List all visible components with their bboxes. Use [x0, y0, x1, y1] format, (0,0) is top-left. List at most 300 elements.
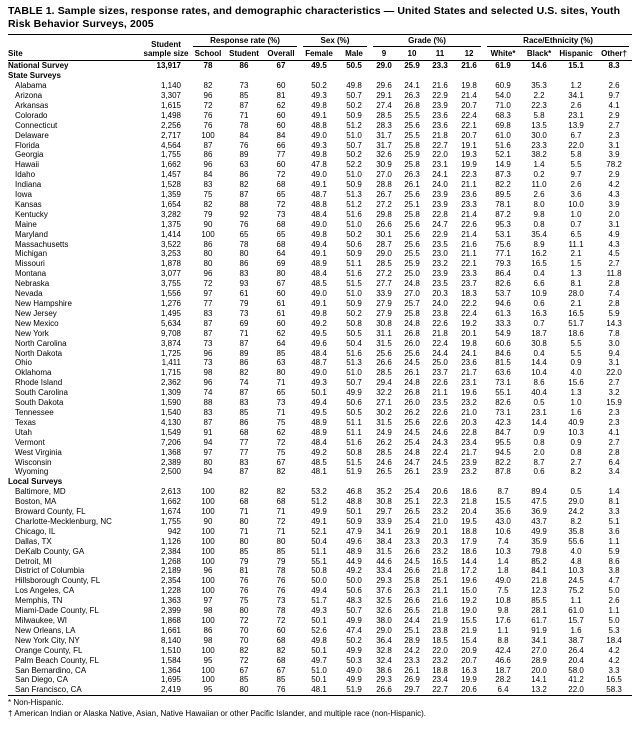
value-cell: 5,634	[160, 318, 181, 328]
value-cell: 23.2	[432, 655, 448, 665]
value-cell: 21.1	[461, 249, 477, 259]
site-cell: Palm Beach County, FL	[15, 655, 99, 665]
value-cell: 50.1	[311, 645, 327, 655]
value-cell: 82	[203, 81, 213, 91]
value-cell: 80	[276, 269, 286, 279]
value-cell: 26.2	[404, 407, 420, 417]
value-cell: 25.9	[404, 259, 420, 269]
value-cell: 35.4	[531, 229, 547, 239]
other-column-header: Other†	[596, 47, 632, 61]
value-cell: 22.6	[432, 407, 448, 417]
value-cell: 51.2	[346, 199, 362, 209]
value-cell: 82.6	[495, 398, 511, 408]
value-cell: 87	[203, 318, 213, 328]
value-cell: 27.0	[404, 289, 420, 299]
value-cell: 96	[203, 348, 213, 358]
value-cell: 24.4	[432, 348, 448, 358]
value-cell: 76	[239, 219, 249, 229]
value-cell: 20.0	[531, 665, 547, 675]
value-cell: 14.9	[495, 160, 511, 170]
value-cell: 14.4	[531, 417, 547, 427]
value-cell: 1,878	[160, 259, 181, 269]
value-cell: 30.8	[376, 497, 392, 507]
value-cell: 25.8	[404, 140, 420, 150]
value-cell: 49.5	[311, 407, 327, 417]
value-cell: 26.6	[370, 685, 398, 695]
value-cell: 51.1	[346, 417, 362, 427]
value-cell: 76	[239, 576, 249, 586]
value-cell: 21.4	[461, 90, 477, 100]
value-cell: 50.9	[346, 249, 362, 259]
value-cell: 94	[203, 467, 213, 477]
site-cell: Wyoming	[15, 467, 49, 477]
value-cell: 23.3	[404, 655, 420, 665]
value-cell: 19.8	[461, 338, 477, 348]
value-cell: 35.6	[495, 507, 511, 517]
value-cell: 30.0	[531, 130, 547, 140]
value-cell: 61.0	[495, 130, 511, 140]
site-cell: Arkansas	[15, 100, 49, 110]
value-cell: 46.8	[346, 487, 362, 497]
value-cell: 18.7	[531, 328, 547, 338]
value-cell: 49.1	[311, 516, 327, 526]
value-cell: 24.5	[432, 457, 448, 467]
value-cell: 84	[239, 130, 249, 140]
value-cell: 23.9	[432, 467, 448, 477]
value-cell: 1,654	[160, 199, 181, 209]
value-cell: 42.3	[495, 417, 511, 427]
value-cell: 21.7	[461, 447, 477, 457]
value-cell: 19.9	[461, 675, 477, 685]
value-cell: 49.3	[311, 606, 327, 616]
value-cell: 6.4	[484, 685, 522, 695]
value-cell: 15.1	[568, 61, 584, 71]
value-cell: 67	[276, 279, 286, 289]
value-cell: 8.0	[533, 199, 545, 209]
value-cell: 52.1	[495, 150, 511, 160]
value-cell: 71	[276, 526, 286, 536]
value-cell: 85	[276, 348, 286, 358]
value-cell: 48.7	[311, 358, 327, 368]
table-row	[8, 517, 632, 527]
value-cell: 75.2	[568, 586, 584, 596]
value-cell: 72	[239, 616, 249, 625]
site-cell: Utah	[15, 427, 32, 437]
value-cell: 2,399	[160, 606, 181, 616]
value-cell: 26.6	[404, 566, 420, 576]
value-cell: 68	[276, 635, 286, 645]
value-cell: 1.1	[608, 606, 620, 616]
value-cell: 1,228	[160, 586, 181, 596]
value-cell: 49.0	[311, 130, 327, 140]
value-cell: 23.6	[432, 120, 448, 130]
value-cell: 2.7	[608, 378, 620, 388]
value-cell: 87	[203, 140, 213, 150]
value-cell: 75	[276, 417, 286, 427]
site-cell: Vermont	[15, 437, 45, 447]
value-cell: 9.7	[608, 90, 620, 100]
table-row	[8, 557, 632, 567]
value-cell: 0.7	[533, 318, 545, 328]
value-cell: 69.8	[495, 120, 511, 130]
value-cell: 3.1	[608, 140, 620, 150]
site-cell: Hillsborough County, FL	[15, 576, 101, 586]
value-cell: 85	[239, 546, 249, 556]
value-cell: 17.6	[495, 616, 511, 625]
value-cell: 29.6	[376, 81, 392, 91]
value-cell: 94.6	[495, 299, 511, 308]
value-cell: 3.8	[608, 566, 620, 576]
value-cell: 91	[203, 427, 213, 437]
value-cell: 10.3	[568, 427, 584, 437]
value-cell: 2,717	[160, 130, 181, 140]
footnotes	[8, 696, 632, 719]
value-cell: 76	[276, 586, 286, 596]
value-cell: 25.4	[404, 437, 420, 447]
site-cell: Wisconsin	[15, 457, 52, 467]
value-cell: 49.3	[311, 140, 327, 150]
site-cell: Connecticut	[15, 120, 58, 130]
value-cell: 5.1	[608, 516, 620, 526]
site-cell: New Jersey	[15, 308, 57, 318]
value-cell: 55.1	[311, 556, 327, 566]
value-cell: 8.6	[608, 556, 620, 566]
value-cell: 21.8	[432, 566, 448, 576]
value-cell: 80	[239, 516, 249, 526]
value-cell: 25.9	[404, 61, 420, 71]
value-cell: 28.2	[495, 675, 511, 685]
table-row	[8, 606, 632, 616]
value-cell: 10.3	[568, 566, 584, 576]
value-cell: 1.4	[497, 556, 509, 566]
value-cell: 41.2	[568, 675, 584, 685]
site-cell: Iowa	[15, 190, 32, 200]
value-cell: 2.0	[533, 447, 545, 457]
site-cell: Florida	[15, 140, 40, 150]
site-cell: Ohio	[15, 358, 32, 368]
value-cell: 49.0	[311, 219, 327, 229]
value-cell: 8.3	[608, 61, 620, 71]
value-cell: 8.7	[497, 487, 509, 497]
value-cell: 51.2	[346, 120, 362, 130]
value-cell: 49.4	[311, 398, 327, 408]
white-column-header: White*	[484, 47, 522, 61]
value-cell: 26.6	[404, 546, 420, 556]
value-cell: 49.6	[346, 536, 362, 546]
value-cell: 15.9	[606, 398, 622, 408]
black-column-header: Black*	[522, 47, 556, 61]
value-cell: 2.7	[608, 120, 620, 130]
value-cell: 0.6	[533, 467, 545, 477]
site-cell: Kentucky	[15, 209, 48, 219]
value-cell: 35.8	[568, 526, 584, 536]
value-cell: 49.9	[531, 526, 547, 536]
value-cell: 100	[201, 616, 215, 625]
value-cell: 10.9	[531, 289, 547, 299]
value-cell: 8,140	[160, 635, 181, 645]
value-cell: 76	[203, 120, 213, 130]
value-cell: 2.7	[570, 457, 582, 467]
value-cell: 2.3	[608, 407, 620, 417]
value-cell: 24.7	[432, 219, 448, 229]
value-cell: 100	[201, 497, 215, 507]
value-cell: 4.3	[608, 239, 620, 249]
value-cell: 50.1	[311, 675, 327, 685]
site-cell: Nevada	[15, 289, 43, 299]
value-cell: 20.6	[454, 685, 484, 695]
site-cell: Idaho	[15, 170, 36, 180]
value-cell: 51.0	[346, 289, 362, 299]
value-cell: 86	[239, 170, 249, 180]
value-cell: 4.2	[608, 645, 620, 655]
value-cell: 22.3	[432, 497, 448, 507]
value-cell: 50.8	[311, 566, 327, 576]
value-cell: 68	[276, 497, 286, 507]
value-cell: 16.3	[461, 665, 477, 675]
value-cell: 1.6	[570, 407, 582, 417]
value-cell: 23.4	[432, 675, 448, 685]
value-cell: 48.9	[346, 546, 362, 556]
value-cell: 69	[276, 259, 286, 269]
value-cell: 100	[201, 526, 215, 536]
value-cell: 19.6	[461, 576, 477, 586]
value-cell: 51.0	[346, 170, 362, 180]
value-cell: 23.2	[432, 507, 448, 517]
value-cell: 25.6	[404, 190, 420, 200]
value-cell: 80	[239, 536, 249, 546]
value-cell: 96	[203, 566, 213, 576]
value-cell: 76	[239, 140, 249, 150]
value-cell: 21.8	[432, 130, 448, 140]
value-cell: 25.6	[404, 219, 420, 229]
value-cell: 51.2	[311, 497, 327, 507]
value-cell: 82.2	[495, 457, 511, 467]
value-cell: 26.3	[404, 90, 420, 100]
value-cell: 34.1	[568, 90, 584, 100]
table-row	[8, 150, 632, 160]
value-cell: 51.7	[568, 318, 584, 328]
value-cell: 30.8	[531, 338, 547, 348]
site-cell: Oklahoma	[15, 368, 52, 378]
value-cell: 22.4	[432, 447, 448, 457]
value-cell: 1,268	[160, 556, 181, 566]
value-cell: 50.1	[311, 616, 327, 625]
value-cell: 25.6	[376, 348, 392, 358]
value-cell: 25.9	[404, 150, 420, 160]
value-cell: 50.1	[311, 388, 327, 398]
value-cell: 50.2	[346, 150, 362, 160]
value-cell: 2.7	[608, 259, 620, 269]
value-cell: 21.1	[432, 388, 448, 398]
value-cell: 0.9	[570, 437, 582, 447]
site-cell: Montana	[15, 269, 47, 279]
value-cell: 83	[203, 308, 213, 318]
value-cell: 3.6	[570, 190, 582, 200]
value-cell: 18.6	[461, 487, 477, 497]
value-cell: 23.4	[461, 437, 477, 447]
value-cell: 31.7	[376, 140, 392, 150]
site-cell: New Mexico	[15, 318, 59, 328]
value-cell: 78	[203, 61, 213, 71]
value-cell: 13.5	[531, 120, 547, 130]
sample-size-column-header	[142, 36, 190, 61]
sex-group-header: Sex (%)	[300, 36, 370, 47]
value-cell: 81	[239, 566, 249, 576]
value-cell: 19.5	[461, 516, 477, 526]
value-cell: 34.1	[376, 526, 392, 536]
value-cell: 3,077	[160, 269, 181, 279]
value-cell: 68.3	[495, 110, 511, 120]
site-cell: Colorado	[15, 110, 48, 120]
value-cell: 51.6	[346, 437, 362, 447]
value-cell: 27.0	[376, 170, 392, 180]
value-cell: 25.8	[404, 160, 420, 170]
value-cell: 6.7	[570, 130, 582, 140]
value-cell: 17.2	[461, 566, 477, 576]
value-cell: 23.6	[461, 190, 477, 200]
site-cell: Chicago, IL	[15, 526, 56, 536]
value-cell: 28.5	[376, 259, 392, 269]
value-cell: 1,868	[160, 616, 181, 625]
value-cell: 5.9	[608, 308, 620, 318]
value-cell: 25.1	[432, 576, 448, 586]
value-cell: 50.7	[346, 606, 362, 616]
value-cell: 10.4	[531, 368, 547, 378]
value-cell: 84	[203, 170, 213, 180]
value-cell: 78.2	[606, 160, 622, 170]
value-cell: 22.6	[432, 378, 448, 388]
site-cell: New York	[15, 328, 49, 338]
value-cell: 50.6	[346, 586, 362, 596]
value-cell: 1,364	[160, 665, 181, 675]
value-cell: 22.4	[461, 110, 477, 120]
value-cell: 49.1	[311, 180, 327, 190]
value-cell: 73	[276, 209, 286, 219]
value-cell: 6.4	[608, 457, 620, 467]
table-row	[8, 448, 632, 458]
value-cell: 25.4	[404, 487, 420, 497]
value-cell: 50.2	[346, 308, 362, 318]
value-cell: 31.5	[376, 338, 392, 348]
site-cell: New York City, NY	[15, 635, 80, 645]
value-cell: 49.9	[346, 675, 362, 685]
value-cell: 71	[239, 110, 249, 120]
value-cell: 97	[203, 289, 213, 299]
value-cell: 30.8	[376, 318, 392, 328]
value-cell: 50.1	[346, 507, 362, 517]
value-cell: 1,363	[160, 596, 181, 606]
value-cell: 51.9	[338, 685, 370, 695]
value-cell: 21.8	[531, 576, 547, 586]
value-cell: 5.8	[533, 110, 545, 120]
value-cell: 72	[276, 616, 286, 625]
value-cell: 50.6	[346, 398, 362, 408]
site-cell: San Francisco, CA	[8, 685, 142, 695]
value-cell: 27.7	[376, 279, 392, 289]
value-cell: 61.7	[531, 616, 547, 625]
value-cell: 72	[203, 279, 213, 289]
value-cell: 30.1	[376, 229, 392, 239]
value-cell: 7.4	[608, 289, 620, 299]
site-cell: Nebraska	[15, 279, 50, 289]
table-row	[8, 418, 632, 428]
value-cell: 1,695	[160, 675, 181, 685]
value-cell: 53.7	[495, 289, 511, 299]
value-cell: 48.1	[300, 685, 338, 695]
value-cell: 7,206	[160, 437, 181, 447]
site-cell: Delaware	[15, 130, 49, 140]
value-cell: 51.1	[346, 427, 362, 437]
value-cell: 21.0	[432, 516, 448, 526]
value-cell: 20.9	[461, 645, 477, 655]
value-cell: 50.8	[346, 318, 362, 328]
table-row	[8, 299, 632, 309]
value-cell: 34.1	[531, 635, 547, 645]
value-cell: 4,564	[160, 140, 181, 150]
value-cell: 60.6	[495, 338, 511, 348]
value-cell: 22.3	[531, 100, 547, 110]
value-cell: 87.8	[495, 467, 511, 477]
value-cell: 23.5	[432, 398, 448, 408]
value-cell: 10.8	[495, 596, 511, 606]
value-cell: 38.4	[376, 536, 392, 546]
value-cell: 86	[203, 625, 213, 635]
value-cell: 26.4	[568, 645, 584, 655]
value-cell: 2,613	[160, 487, 181, 497]
site-cell: Kansas	[15, 199, 42, 209]
value-cell: 18.5	[432, 635, 448, 645]
value-cell: 20.1	[432, 526, 448, 536]
value-cell: 82	[276, 645, 286, 655]
value-cell: 51.6	[495, 140, 511, 150]
value-cell: 1,584	[160, 655, 181, 665]
value-cell: 32.8	[376, 645, 392, 655]
value-cell: 5.5	[570, 338, 582, 348]
value-cell: 27.2	[376, 269, 392, 279]
value-cell: 82	[276, 467, 286, 477]
value-cell: 1.6	[570, 625, 582, 635]
value-cell: 3,522	[160, 239, 181, 249]
value-cell: 16.5	[531, 259, 547, 269]
value-cell: 80	[276, 368, 286, 378]
value-cell: 85	[239, 90, 249, 100]
value-cell: 7.8	[608, 328, 620, 338]
value-cell: 66	[276, 140, 286, 150]
value-cell: 11.8	[606, 269, 622, 279]
value-cell: 80	[203, 249, 213, 259]
value-cell: 86	[239, 417, 249, 427]
value-cell: 4.1	[608, 100, 620, 110]
value-cell: 49.8	[311, 229, 327, 239]
value-cell: 55.6	[568, 536, 584, 546]
value-cell: 83	[239, 269, 249, 279]
table-row	[8, 398, 632, 408]
table-row	[8, 329, 632, 339]
value-cell: 50.6	[346, 239, 362, 249]
value-cell: 9.8	[533, 209, 545, 219]
value-cell: 22.7	[432, 140, 448, 150]
value-cell: 96	[203, 160, 213, 170]
table-row	[8, 111, 632, 121]
value-cell: 28.3	[376, 120, 392, 130]
value-cell: 52.1	[311, 526, 327, 536]
value-cell: 96	[203, 378, 213, 388]
value-cell: 87	[239, 467, 249, 477]
value-cell: 50.2	[311, 81, 327, 91]
value-cell: 42.4	[495, 645, 511, 655]
value-cell: 49.9	[346, 616, 362, 625]
table-row	[8, 626, 632, 636]
